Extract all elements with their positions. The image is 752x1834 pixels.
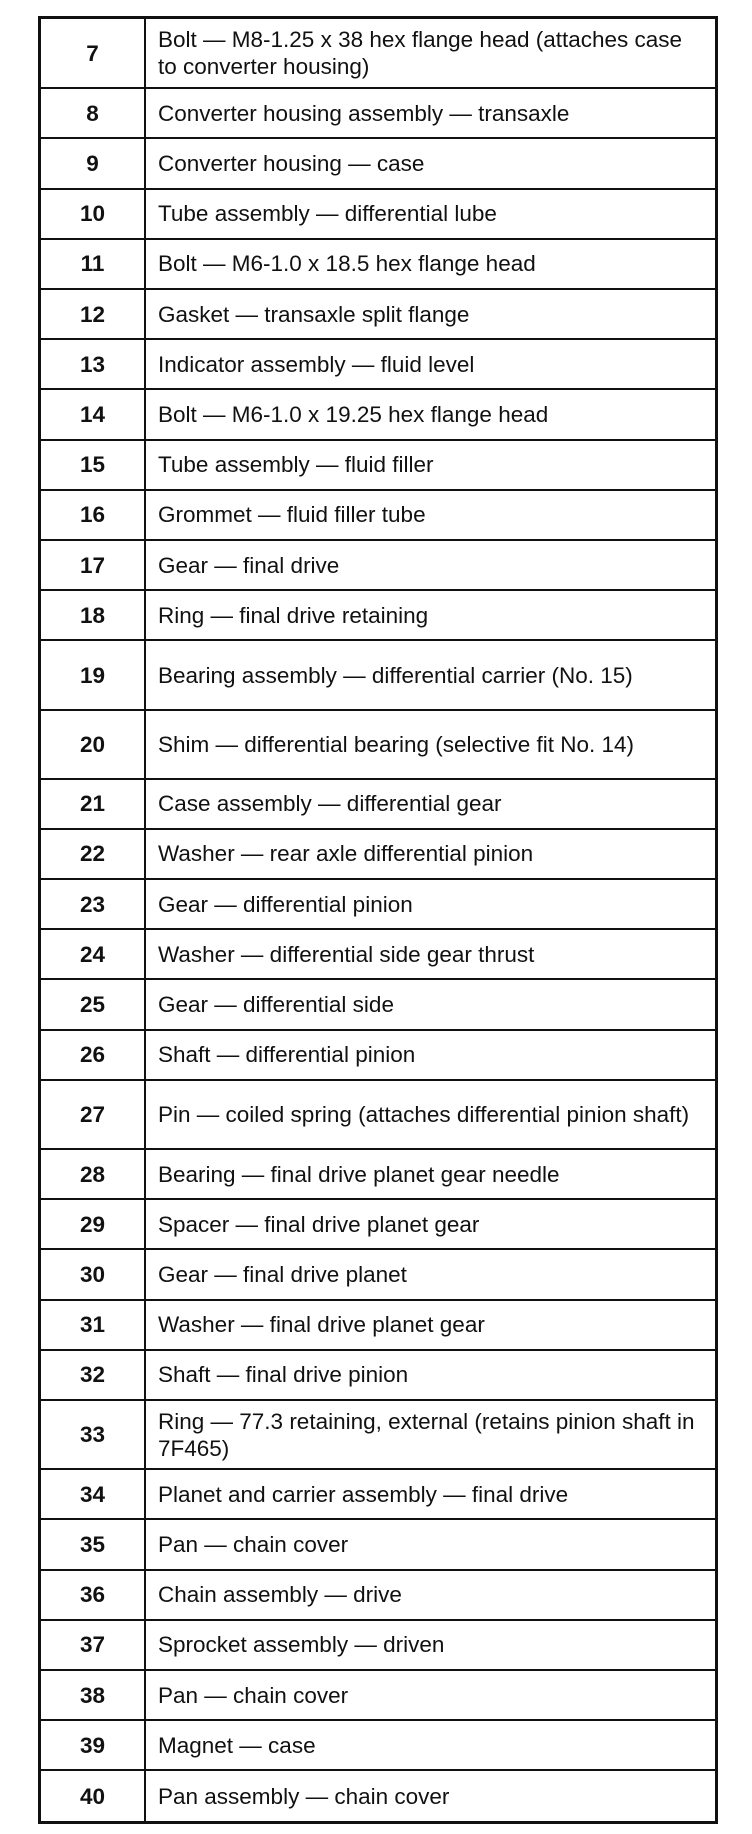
part-description: Shaft — final drive pinion (145, 1350, 715, 1400)
part-description: Gear — differential pinion (145, 879, 715, 929)
table-row (41, 490, 715, 540)
part-description: Gear — final drive planet (145, 1249, 715, 1299)
table-row (41, 710, 715, 779)
part-number: 39 (41, 1720, 145, 1770)
part-description: Washer — rear axle differential pinion (145, 829, 715, 879)
part-description: Washer — final drive planet gear (145, 1300, 715, 1350)
table-row (41, 1720, 715, 1770)
part-number: 35 (41, 1519, 145, 1569)
table-row (41, 929, 715, 979)
parts-list-sheet (38, 16, 718, 1824)
part-description: Pan — chain cover (145, 1519, 715, 1569)
part-number: 24 (41, 929, 145, 979)
part-number: 20 (41, 710, 145, 779)
table-row (41, 1080, 715, 1149)
table-row (41, 590, 715, 640)
table-row (41, 640, 715, 709)
part-description: Spacer — final drive planet gear (145, 1199, 715, 1249)
part-description: Converter housing assembly — transaxle (145, 88, 715, 138)
table-row (41, 239, 715, 289)
part-number: 32 (41, 1350, 145, 1400)
table-row (41, 1030, 715, 1080)
table-row (41, 1300, 715, 1350)
table-row (41, 1149, 715, 1199)
part-description: Grommet — fluid filler tube (145, 490, 715, 540)
table-row (41, 1199, 715, 1249)
part-description: Bolt — M8-1.25 x 38 hex flange head (attaches case to converter housing) (145, 19, 715, 88)
table-row (41, 88, 715, 138)
table-row (41, 1620, 715, 1670)
part-number: 11 (41, 239, 145, 289)
table-row (41, 540, 715, 590)
part-number: 34 (41, 1469, 145, 1519)
part-number: 18 (41, 590, 145, 640)
part-description: Magnet — case (145, 1720, 715, 1770)
part-number: 7 (41, 19, 145, 88)
part-number: 26 (41, 1030, 145, 1080)
table-row (41, 289, 715, 339)
part-number: 25 (41, 979, 145, 1029)
part-number: 9 (41, 138, 145, 188)
part-number: 29 (41, 1199, 145, 1249)
table-row (41, 1519, 715, 1569)
part-number: 27 (41, 1080, 145, 1149)
part-number: 28 (41, 1149, 145, 1199)
part-number: 22 (41, 829, 145, 879)
part-description: Pin — coiled spring (attaches differential pinion shaft) (145, 1080, 715, 1149)
table-row (41, 339, 715, 389)
part-number: 36 (41, 1570, 145, 1620)
part-number: 10 (41, 189, 145, 239)
part-number: 14 (41, 389, 145, 439)
table-row (41, 1249, 715, 1299)
table-row (41, 19, 715, 88)
table-row (41, 829, 715, 879)
part-number: 15 (41, 440, 145, 490)
part-description: Chain assembly — drive (145, 1570, 715, 1620)
table-row (41, 189, 715, 239)
table-row (41, 389, 715, 439)
part-number: 23 (41, 879, 145, 929)
part-description: Shaft — differential pinion (145, 1030, 715, 1080)
part-number: 13 (41, 339, 145, 389)
part-number: 30 (41, 1249, 145, 1299)
part-number: 12 (41, 289, 145, 339)
table-row (41, 979, 715, 1029)
parts-table (41, 19, 715, 1821)
table-row (41, 440, 715, 490)
part-description: Ring — 77.3 retaining, external (retains pinion shaft in 7F465) (145, 1400, 715, 1469)
part-description: Washer — differential side gear thrust (145, 929, 715, 979)
part-description: Converter housing — case (145, 138, 715, 188)
table-row (41, 879, 715, 929)
part-number: 40 (41, 1770, 145, 1821)
part-number: 19 (41, 640, 145, 709)
part-number: 21 (41, 779, 145, 829)
table-row (41, 1400, 715, 1469)
part-description: Pan — chain cover (145, 1670, 715, 1720)
part-number: 38 (41, 1670, 145, 1720)
part-description: Pan assembly — chain cover (145, 1770, 715, 1821)
part-description: Gasket — transaxle split flange (145, 289, 715, 339)
part-number: 33 (41, 1400, 145, 1469)
part-number: 37 (41, 1620, 145, 1670)
part-description: Indicator assembly — fluid level (145, 339, 715, 389)
table-row (41, 1350, 715, 1400)
part-description: Shim — differential bearing (selective fit No. 14) (145, 710, 715, 779)
table-row (41, 1770, 715, 1821)
table-row (41, 1469, 715, 1519)
part-description: Tube assembly — fluid filler (145, 440, 715, 490)
table-row (41, 138, 715, 188)
part-number: 31 (41, 1300, 145, 1350)
table-row (41, 1670, 715, 1720)
part-description: Gear — final drive (145, 540, 715, 590)
part-description: Bearing assembly — differential carrier (No. 15) (145, 640, 715, 709)
part-description: Bolt — M6-1.0 x 18.5 hex flange head (145, 239, 715, 289)
part-description: Bearing — final drive planet gear needle (145, 1149, 715, 1199)
part-description: Case assembly — differential gear (145, 779, 715, 829)
part-description: Planet and carrier assembly — final drive (145, 1469, 715, 1519)
part-description: Ring — final drive retaining (145, 590, 715, 640)
table-row (41, 1570, 715, 1620)
part-description: Sprocket assembly — driven (145, 1620, 715, 1670)
part-description: Tube assembly — differential lube (145, 189, 715, 239)
part-number: 16 (41, 490, 145, 540)
part-number: 17 (41, 540, 145, 590)
part-description: Gear — differential side (145, 979, 715, 1029)
part-description: Bolt — M6-1.0 x 19.25 hex flange head (145, 389, 715, 439)
table-row (41, 779, 715, 829)
part-number: 8 (41, 88, 145, 138)
